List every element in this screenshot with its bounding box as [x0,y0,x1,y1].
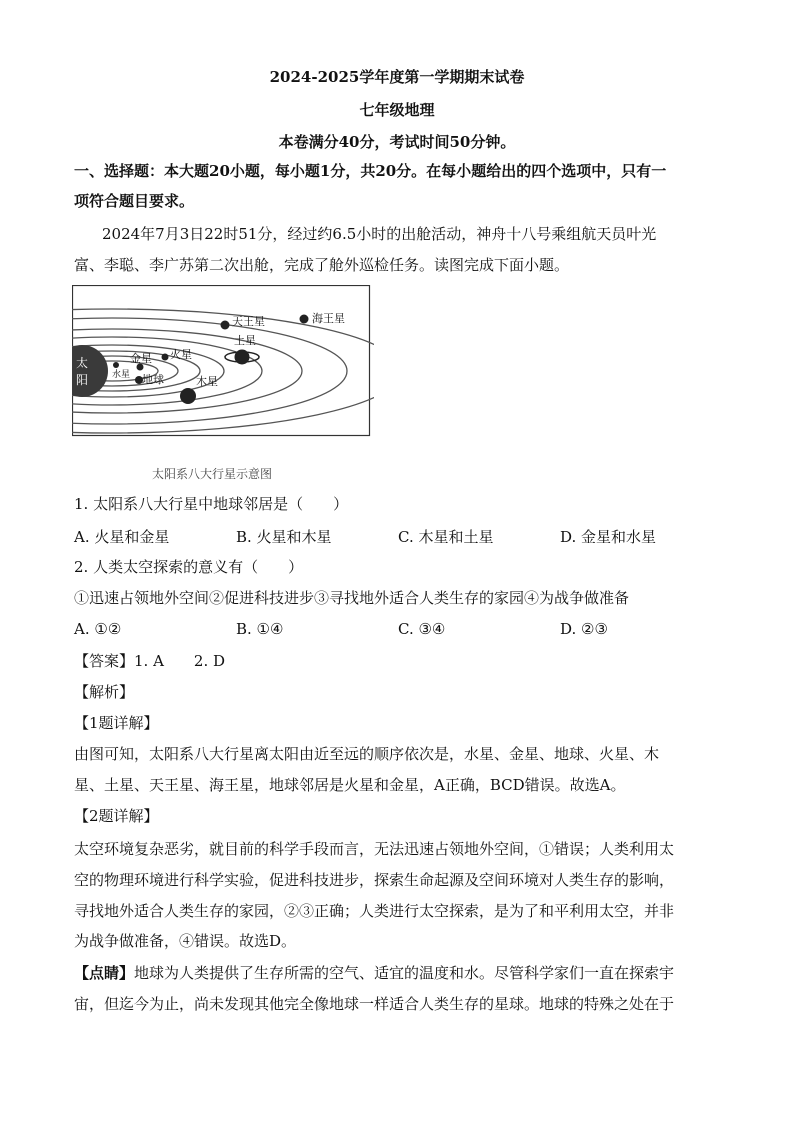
solar-system-figure [72,285,374,483]
jupiter-label: 木星 [196,375,218,388]
question-2-option-c: C. ③④ [398,620,446,638]
q1-detail-text: 由图可知，太阳系八大行星离太阳由近至远的顺序依次是，水星、金星、地球、火星、木 [74,745,660,763]
question-1-option-d: D. 金星和水星 [560,528,657,546]
solar-system-diagram [72,285,374,483]
tip-paragraph [74,963,724,983]
question-1-option-c: C. 木星和土星 [398,528,494,546]
q1-detail-text-cont: 星、土星、天王星、海王星，地球邻居是火星和金星，A正确，BCD错误。故选A。 [74,776,626,794]
q2-detail-text-1: 太空环境复杂恶劣，就目前的科学手段而言，无法迅速占领地外空间，①错误；人类利用太 [74,840,675,858]
saturn-label: 土星 [234,334,256,347]
tip-label: 【点睛】 [74,964,135,982]
jupiter-dot [180,388,196,404]
answer-line: 【答案】1. A 2. D [74,652,226,670]
exam-title: 2024-2025学年度第一学期期末试卷 [269,68,525,86]
venus-label: 金星 [130,352,152,365]
neptune-label: 海王星 [312,312,345,325]
analysis-heading: 【解析】 [74,683,135,701]
question-1-option-b: B. 火星和木星 [236,528,332,546]
question-2-option-d: D. ②③ [560,620,608,638]
question-2-statements: ①迅速占领地外空间②促进科技进步③寻找地外适合人类生存的家园④为战争做准备 [74,589,630,607]
figure-caption: 太阳系八大行星示意图 [152,467,273,481]
intro-paragraph-cont: 富、李聪、李广苏第二次出舱，完成了舱外巡检任务。读图完成下面小题。 [74,256,570,274]
intro-paragraph: 2024年7月3日22时51分，经过约6.5小时的出舱活动，神舟十八号乘组航天员叶光 [102,225,657,243]
sun-label-top: 太 [76,356,89,370]
q2-detail-heading: 【2题详解】 [74,807,159,825]
question-2-stem: 2. 人类太空探索的意义有（ ） [74,558,304,576]
uranus-label: 天王星 [232,315,265,328]
q1-detail-heading: 【1题详解】 [74,714,159,732]
section-heading-cont: 项符合题目要求。 [74,192,195,210]
mercury-label: 水星 [112,370,131,380]
tip-paragraph-cont: 宙，但迄今为止，尚未发现其他完全像地球一样适合人类生存的星球。地球的特殊之处在于 [74,995,675,1013]
sun-label-bottom: 阳 [76,373,89,387]
uranus-dot [221,321,230,330]
neptune-dot [300,315,309,324]
question-1-option-a: A. 火星和金星 [74,528,170,546]
mercury-dot [113,362,119,368]
q2-detail-text-2: 空的物理环境进行科学实验，促进科技进步，探索生命起源及空间环境对人类生存的影响， [74,871,675,889]
mars-label: 火星 [170,348,192,361]
question-1-stem: 1. 太阳系八大行星中地球邻居是（ ） [74,495,349,513]
section-heading: 一、选择题：本大题20小题，每小题1分，共20分。在每小题给出的四个选项中，只有一 [74,162,667,180]
exam-subject: 七年级地理 [359,101,435,119]
earth-label: 地球 [142,373,164,386]
question-2-option-a: A. ①② [74,620,122,638]
tip-text: 地球为人类提供了生存所需的空气、适宜的温度和水。尽管科学家们一直在探索宇 [134,964,675,982]
q2-detail-text-3: 寻找地外适合人类生存的家园，②③正确；人类进行太空探索，是为了和平利用太空，并非 [74,902,675,920]
exam-info: 本卷满分40分，考试时间50分钟。 [278,133,516,151]
mars-dot [162,354,169,361]
question-2-option-b: B. ①④ [236,620,284,638]
q2-detail-text-4: 为战争做准备，④错误。故选D。 [74,932,297,950]
